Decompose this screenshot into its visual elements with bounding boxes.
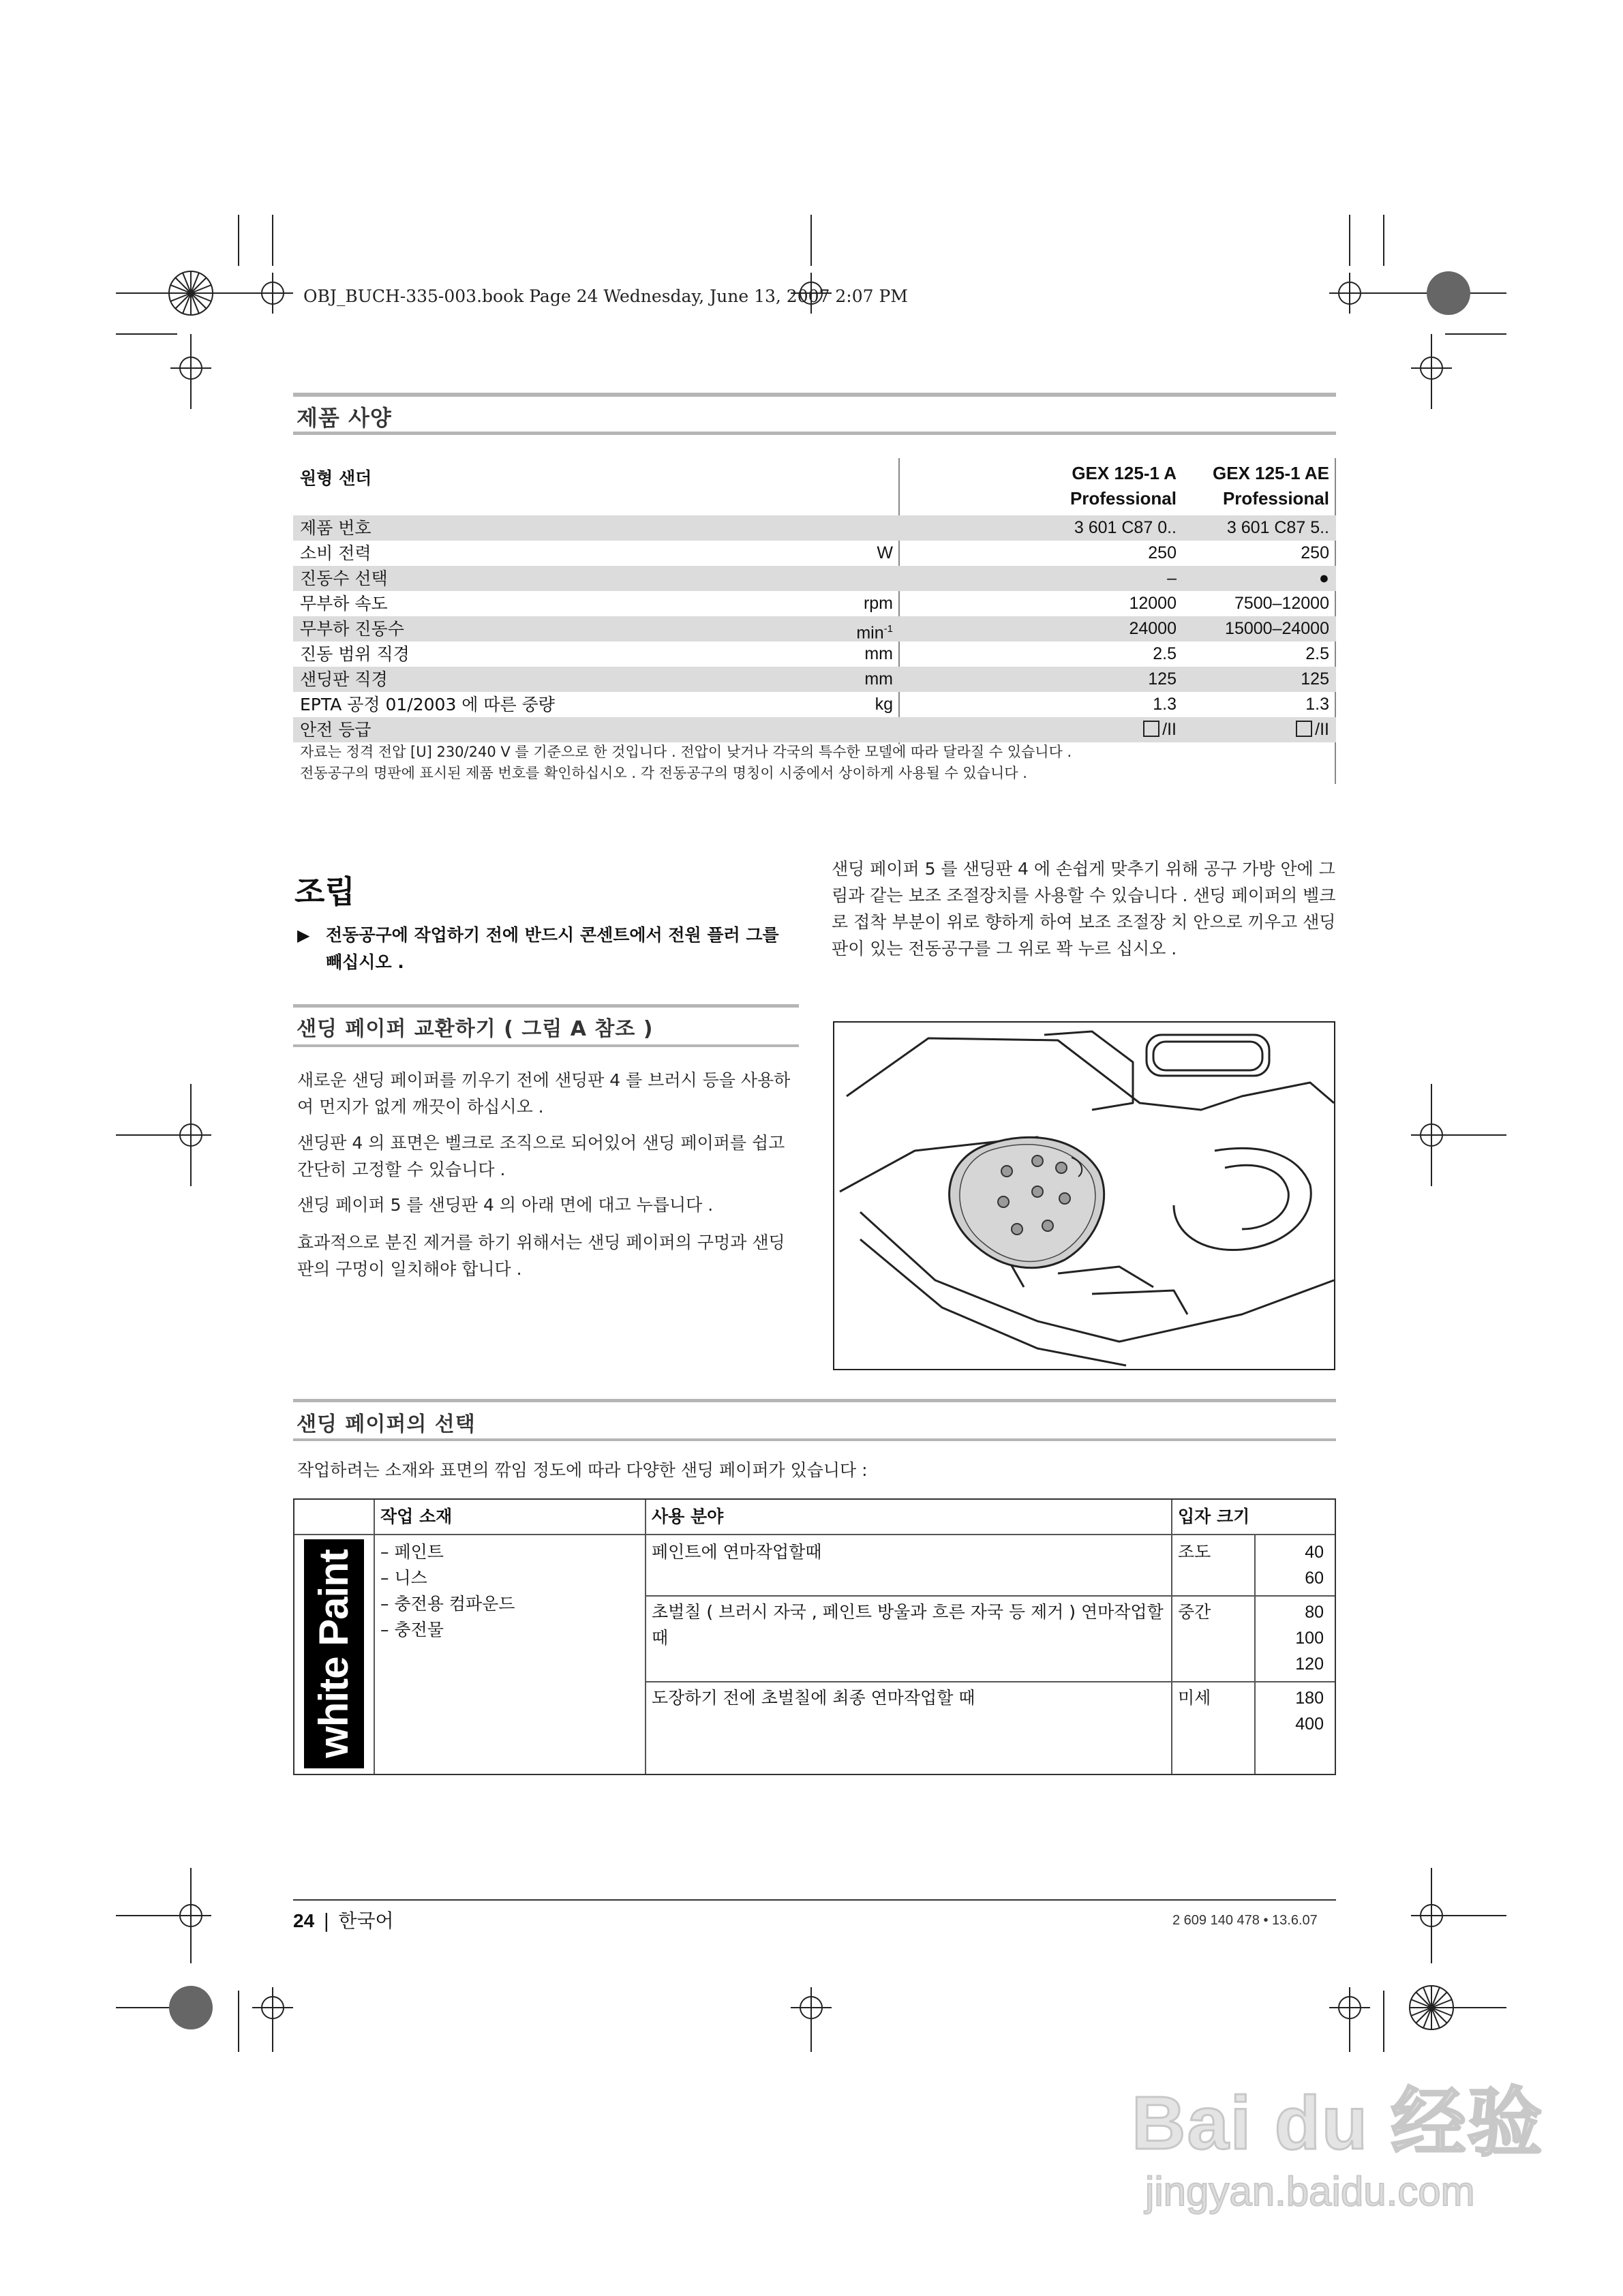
white-paint-logo: white Paint: [299, 1539, 369, 1768]
warning-text: 전동공구에 작업하기 전에 반드시 콘센트에서 전원 플러 그를 빼십시오 .: [326, 925, 779, 972]
model-header-1: GEX 125-1 A Professional: [1070, 463, 1177, 509]
usage-row-1: 페인트에 연마작업할때: [652, 1542, 822, 1562]
grade-row-3: 미세: [1178, 1688, 1211, 1708]
spec-label: 소비 전력: [300, 543, 371, 563]
spec-value: 3 601 C87 0..: [1074, 518, 1177, 537]
spec-value: /II: [1047, 717, 1177, 742]
paper-intro: 작업하려는 소재와 표면의 깎임 정도에 따라 다양한 샌딩 페이퍼가 있습니다 :: [297, 1460, 868, 1480]
spec-label: 제품 번호: [300, 518, 371, 538]
spec-value: /II: [1193, 717, 1329, 742]
spec-value: 7500–12000: [1234, 594, 1329, 613]
model-header-2: GEX 125-1 AE Professional: [1212, 463, 1329, 509]
warning-bullet: ▶: [297, 926, 310, 945]
spec-value: 15000–24000: [1225, 619, 1329, 638]
section-rule: [293, 1044, 799, 1047]
spec-row: [293, 616, 1336, 641]
spec-table: [293, 458, 1336, 742]
spec-unit: mm: [864, 669, 893, 689]
spec-unit: $\min^{-1}$: [856, 623, 893, 643]
header-material: 작업 소재: [380, 1507, 453, 1526]
spec-value: 12000: [1129, 594, 1177, 613]
spec-row: [293, 641, 1336, 667]
spec-row: [293, 667, 1336, 692]
sanding-pad-illustration: [833, 1021, 1335, 1370]
spec-value: –: [1167, 569, 1177, 588]
paper-section-title: 샌딩 페이퍼의 선택: [297, 1413, 476, 1436]
header-usage: 사용 분야: [652, 1507, 724, 1526]
spec-label: EPTA 공정 01/2003 에 따른 중량: [300, 695, 555, 714]
watermark-url: jingyan.baidu.com: [1145, 2169, 1475, 2214]
spec-label: 진동 범위 직경: [300, 644, 410, 664]
spec-value: 3 601 C87 5..: [1226, 518, 1329, 537]
spec-value: 125: [1148, 669, 1177, 689]
paper-table: [293, 1498, 1336, 1775]
spec-note-2: 전동공구의 명판에 표시된 제품 번호를 확인하십시오 . 각 전동공구의 명칭이 시중에서 상이하게 사용될 수 있습니다 .: [300, 765, 1027, 781]
grits-row-2: 80 100 120: [1295, 1603, 1324, 1674]
watermark: [1132, 2079, 1568, 2215]
spec-value: 250: [1148, 543, 1177, 562]
header-grit: 입자 크기: [1178, 1507, 1250, 1526]
section-rule: [293, 393, 1336, 397]
spec-value: 2.5: [1153, 644, 1177, 663]
footer-rule: [293, 1899, 1336, 1901]
section-rule: [293, 1438, 1336, 1441]
right-paragraph: 샌딩 페이퍼 5 를 샌딩판 4 에 손쉽게 맞추기 위해 공구 가방 안에 그림과 같는 보조 조절장치를 사용할 수 있습니다 . 샌딩 페이퍼의 벨크로 접착 부분이 위로 향하게 하여 보조 조절장 치 안으로 끼우고 샌딩판이 있는 전동공구를 그 위로 꽉 누르 십시오 .: [832, 859, 1336, 958]
usage-row-3: 도장하기 전에 초벌칠에 최종 연마작업할 때: [652, 1688, 975, 1708]
grade-row-1: 조도: [1178, 1542, 1211, 1562]
section-rule: [293, 432, 1336, 435]
watermark-brand: Bai du 经验: [1132, 2081, 1544, 2165]
grade-row-2: 중간: [1178, 1602, 1211, 1622]
paragraph-1: 새로운 샌딩 페이퍼를 끼우기 전에 샌딩판 4 를 브러시 등을 사용하여 먼지가 없게 깨끗이 하십시오 .: [297, 1070, 791, 1117]
spec-value: 1.3: [1153, 695, 1177, 714]
spec-row: [293, 692, 1336, 717]
spec-rows: [293, 515, 1336, 742]
spec-row: [293, 591, 1336, 616]
footer-doc-code: 2 609 140 478 • 13.6.07: [1172, 1913, 1318, 1928]
spec-unit: W: [877, 543, 893, 562]
spec-unit: kg: [875, 695, 893, 714]
grits-row-1: 40 60: [1305, 1543, 1324, 1588]
spec-unit: mm: [864, 644, 893, 663]
spec-row: [293, 566, 1336, 591]
materials-list: – 페인트 – 니스 – 충전용 컴파운드 – 충전물: [380, 1542, 515, 1640]
spec-value: 24000: [1129, 619, 1177, 638]
subsection-title: 샌딩 페이퍼 교환하기 ( 그림 A 참조 ): [297, 1017, 654, 1041]
spec-label: 무부하 진동수: [300, 619, 404, 639]
assembly-title: 조립: [294, 873, 355, 910]
page-number: 24: [293, 1910, 315, 1931]
safety-class-square-icon: [1296, 721, 1312, 737]
spec-section-title: 제품 사양: [297, 405, 392, 431]
spec-label: 진동수 선택: [300, 569, 388, 588]
spec-value: ●: [1318, 569, 1329, 588]
paragraph-3: 샌딩 페이퍼 5 를 샌딩판 4 의 아래 면에 대고 누릅니다 .: [297, 1195, 714, 1215]
spec-value: 1.3: [1305, 695, 1329, 714]
page-language: 한국어: [338, 1909, 394, 1932]
paragraph-4: 효과적으로 분진 제거를 하기 위해서는 샌딩 페이퍼의 구멍과 샌딩판의 구멍이 일치해야 합니다 .: [297, 1233, 785, 1279]
spec-row: [293, 541, 1336, 566]
spec-table-title: 원형 샌더: [300, 468, 372, 488]
section-rule: [293, 1004, 799, 1008]
safety-class-square-icon: [1143, 721, 1159, 737]
spec-label: 안전 등급: [300, 720, 371, 740]
spec-value: 2.5: [1305, 644, 1329, 663]
spec-row: [293, 717, 1336, 742]
spec-label: 샌딩판 직경: [300, 669, 388, 689]
spec-value: 125: [1301, 669, 1329, 689]
grits-row-3: 180 400: [1295, 1689, 1324, 1734]
print-info: OBJ_BUCH-335-003.book Page 24 Wednesday, June 13, 2007 2:07 PM: [303, 286, 908, 306]
usage-row-2: 초벌칠 ( 브러시 자국 , 페인트 방울과 흐른 자국 등 제거 ) 연마작업할 때: [652, 1602, 1164, 1648]
paragraph-2: 샌딩판 4 의 표면은 벨크로 조직으로 되어있어 샌딩 페이퍼를 쉽고 간단히 고정할 수 있습니다 .: [297, 1133, 785, 1179]
spec-value: 250: [1301, 543, 1329, 562]
spec-unit: rpm: [863, 594, 893, 613]
spec-row: [293, 515, 1336, 541]
spec-label: 무부하 속도: [300, 594, 388, 614]
spec-note-1: 자료는 정격 전압 [U] 230/240 V 를 기준으로 한 것입니다 . 전압이 낮거나 각국의 특수한 모델에 따라 달라질 수 있습니다 .: [300, 744, 1072, 760]
section-rule: [293, 1399, 1336, 1402]
footer-page: 24 | 한국어: [293, 1909, 394, 1932]
